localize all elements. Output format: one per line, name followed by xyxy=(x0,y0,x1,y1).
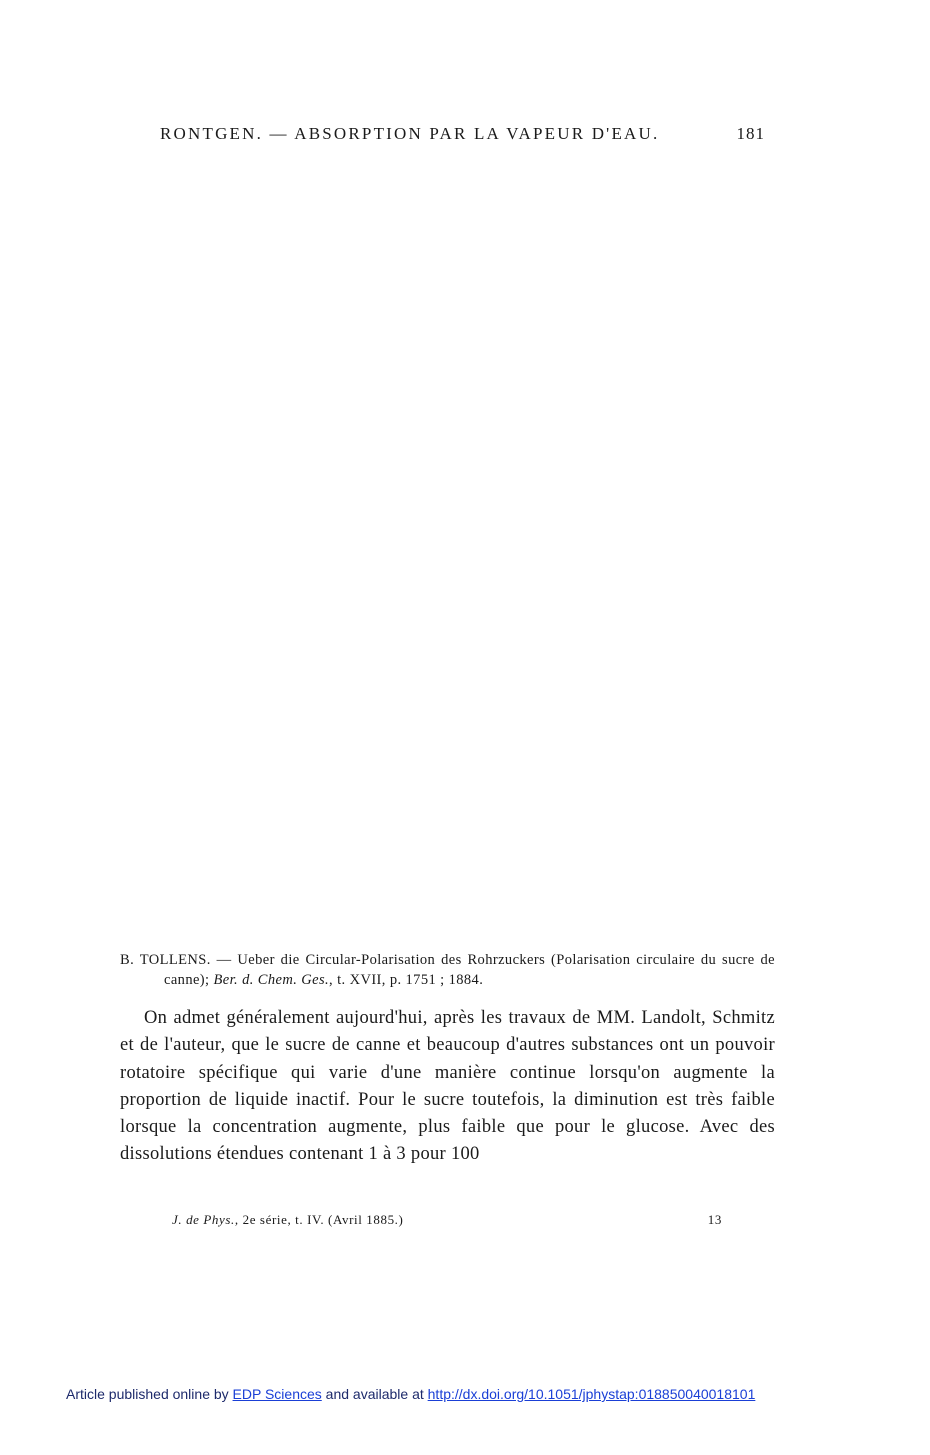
footer-sheet-number: 13 xyxy=(707,1212,722,1227)
citation-tail: , t. XVII, p. 1751 ; 1884. xyxy=(329,972,484,988)
edp-sciences-link[interactable]: EDP Sciences xyxy=(232,1386,322,1402)
review-article xyxy=(120,950,775,1187)
journal-footer xyxy=(172,1212,722,1228)
citation-text: — Ueber die Circular-Polarisation des Rohrzuckers (Polarisation circulaire du sucre de canne); xyxy=(164,952,775,988)
footer-journal-ref: J. de Phys., xyxy=(172,1212,239,1227)
citation-journal: Ber. d. Chem. Ges. xyxy=(213,972,330,988)
doi-link[interactable]: http://dx.doi.org/10.1051/jphystap:018850040018101 xyxy=(427,1386,756,1402)
footer-series-info: 2e série, t. IV. (Avril 1885.) xyxy=(238,1212,404,1227)
review-body: On admet généralement aujourd'hui, après les travaux de MM. Landolt, Schmitz et de l'auteur, que le sucre de canne et beaucoup d'autres substances ont un pouvoir rotatoire spécifique qui varie d'une manière continue lorsqu'on augmente la proportion de liquide inactif. Pour le sucre toutefois, la diminution est très faible lorsque la concentration augmente, plus faible que pour le glucose. Avec des dissolutions étendues contenant 1 à 3 pour 100 xyxy=(120,1008,775,1165)
publisher-notice xyxy=(66,1386,755,1402)
review-citation xyxy=(120,950,775,990)
publisher-prefix: Article published online by xyxy=(66,1386,233,1402)
publisher-middle: and available at xyxy=(321,1386,428,1402)
review-author: B. TOLLENS. xyxy=(120,952,211,968)
running-head-title: RONTGEN. — ABSORPTION PAR LA VAPEUR D'EAU. xyxy=(160,124,660,143)
page-number: 181 xyxy=(736,124,765,143)
running-head xyxy=(160,124,765,144)
